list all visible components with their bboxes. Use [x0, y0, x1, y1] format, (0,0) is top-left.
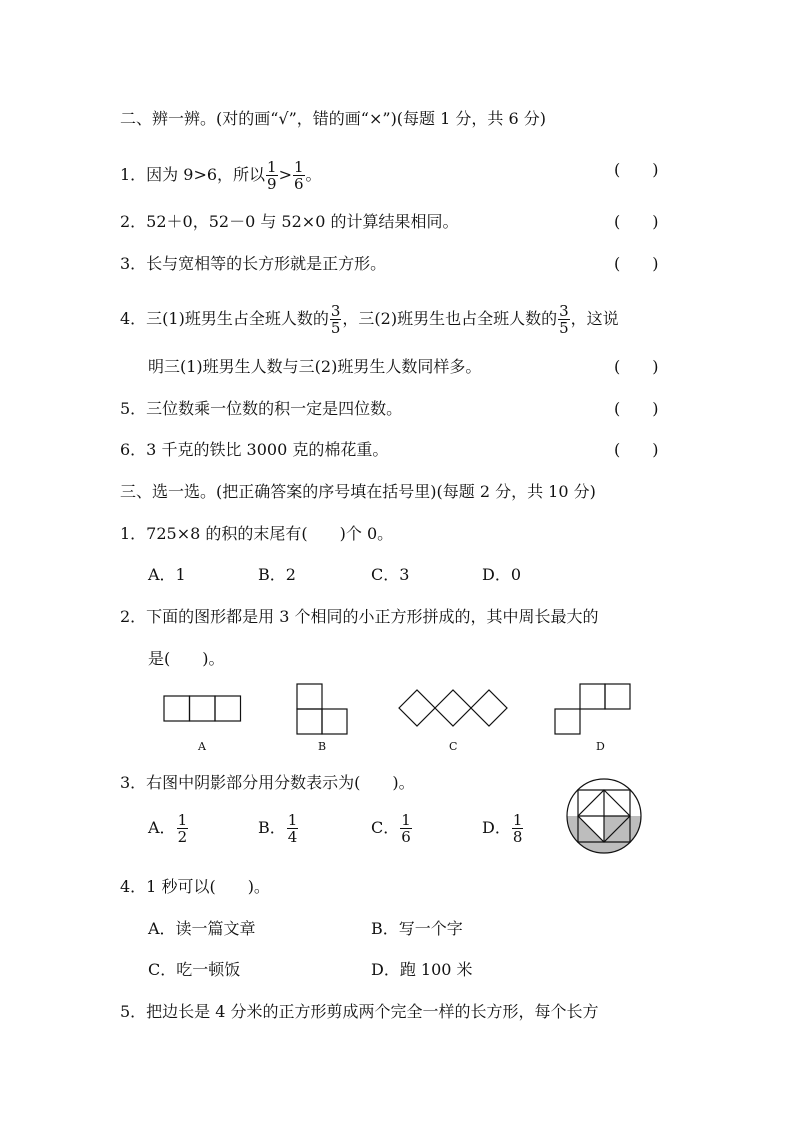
q4-text-a: 4．三(1)班男生占全班人数的 — [120, 309, 329, 328]
question-2-2: 2．52＋0，52－0 与 52×0 的计算结果相同。 — [120, 212, 459, 231]
denominator: 5 — [330, 319, 341, 337]
fraction-1-8 — [512, 812, 524, 845]
shape-b-l-shape — [296, 683, 350, 735]
shape-label-d: D — [596, 740, 605, 753]
numerator: 1 — [287, 811, 298, 829]
option-label: C． — [371, 818, 400, 837]
numerator: 3 — [330, 302, 341, 320]
numerator: 1 — [512, 811, 523, 829]
denominator: 6 — [401, 828, 411, 846]
denominator: 9 — [267, 175, 277, 193]
numerator: 1 — [177, 811, 188, 829]
shape-a-three-in-row — [163, 695, 243, 723]
section-3-title: 三、选一选。(把正确答案的序号填在括号里)(每题 2 分，共 10 分) — [120, 482, 596, 501]
question-2-4-line-1 — [120, 303, 619, 336]
option-3-3-c[interactable] — [371, 812, 413, 845]
shape-label-a: A — [198, 740, 206, 753]
option-label: D． — [482, 818, 511, 837]
question-3-2-line-2: 是( )。 — [148, 649, 225, 668]
fraction-1-4 — [287, 812, 299, 845]
option-3-3-b[interactable] — [258, 812, 299, 845]
option-3-3-a[interactable] — [148, 812, 189, 845]
option-3-1-b[interactable]: B．2 — [258, 565, 296, 584]
fraction-1-6 — [293, 159, 305, 192]
question-2-4-line-2: 明三(1)班男生人数与三(2)班男生人数同样多。 — [148, 357, 482, 376]
denominator: 8 — [512, 828, 523, 846]
question-3-3: 3．右图中阴影部分用分数表示为( )。 — [120, 773, 415, 792]
answer-bracket-2-2[interactable]: ( ) — [614, 212, 659, 231]
fraction-3-5 — [330, 303, 342, 336]
question-3-5: 5．把边长是 4 分米的正方形剪成两个完全一样的长方形，每个长方 — [120, 1002, 599, 1021]
answer-bracket-2-3[interactable]: ( ) — [614, 254, 659, 273]
numerator: 1 — [401, 811, 411, 829]
option-3-4-b[interactable]: B．写一个字 — [371, 919, 463, 938]
q4-text-b: ，三(2)班男生也占全班人数的 — [342, 309, 558, 328]
question-3-2-line-1: 2．下面的图形都是用 3 个相同的小正方形拼成的，其中周长最大的 — [120, 607, 599, 626]
option-label: A． — [148, 818, 176, 837]
q1-text-post: 。 — [305, 165, 322, 184]
q1-text-pre: 1．因为 9>6，所以 — [120, 165, 266, 184]
question-2-1 — [120, 159, 322, 192]
option-3-4-c[interactable]: C．吃一顿饭 — [148, 960, 241, 979]
question-2-6: 6．3 千克的铁比 3000 克的棉花重。 — [120, 440, 389, 459]
greater-than-sign: > — [278, 165, 292, 184]
question-3-4: 4．1 秒可以( )。 — [120, 877, 270, 896]
denominator: 5 — [559, 319, 569, 337]
fraction-1-2 — [177, 812, 189, 845]
option-3-4-d[interactable]: D．跑 100 米 — [371, 960, 473, 979]
answer-bracket-2-5[interactable]: ( ) — [614, 399, 659, 418]
fraction-1-6 — [400, 812, 412, 845]
answer-bracket-2-1[interactable]: ( ) — [614, 160, 659, 179]
numerator: 1 — [294, 158, 304, 176]
option-3-1-d[interactable]: D．0 — [482, 565, 522, 584]
shape-label-c: C — [449, 740, 458, 753]
fraction-1-9 — [266, 159, 278, 192]
answer-bracket-2-4[interactable]: ( ) — [614, 357, 659, 376]
question-2-3: 3．长与宽相等的长方形就是正方形。 — [120, 254, 387, 273]
option-3-3-d[interactable] — [482, 812, 524, 845]
shape-d-step-shape — [554, 683, 634, 735]
numerator: 3 — [559, 302, 569, 320]
circle-shaded-figure — [565, 777, 643, 855]
section-2-title: 二、辨一辨。(对的画“√”，错的画“×”)(每题 1 分，共 6 分) — [120, 109, 546, 128]
option-3-1-c[interactable]: C．3 — [371, 565, 410, 584]
answer-bracket-2-6[interactable]: ( ) — [614, 440, 659, 459]
question-3-1: 1．725×8 的积的末尾有( )个 0。 — [120, 524, 394, 543]
shape-label-b: B — [318, 740, 327, 753]
option-label: B． — [258, 818, 286, 837]
denominator: 2 — [177, 828, 188, 846]
numerator: 1 — [267, 158, 277, 176]
denominator: 4 — [287, 828, 298, 846]
q4-text-c: ，这说 — [570, 309, 619, 328]
option-3-1-a[interactable]: A．1 — [148, 565, 186, 584]
question-2-5: 5．三位数乘一位数的积一定是四位数。 — [120, 399, 403, 418]
option-3-4-a[interactable]: A．读一篇文章 — [148, 919, 256, 938]
fraction-3-5 — [558, 303, 570, 336]
denominator: 6 — [294, 175, 304, 193]
shape-c-diamonds — [398, 689, 508, 729]
